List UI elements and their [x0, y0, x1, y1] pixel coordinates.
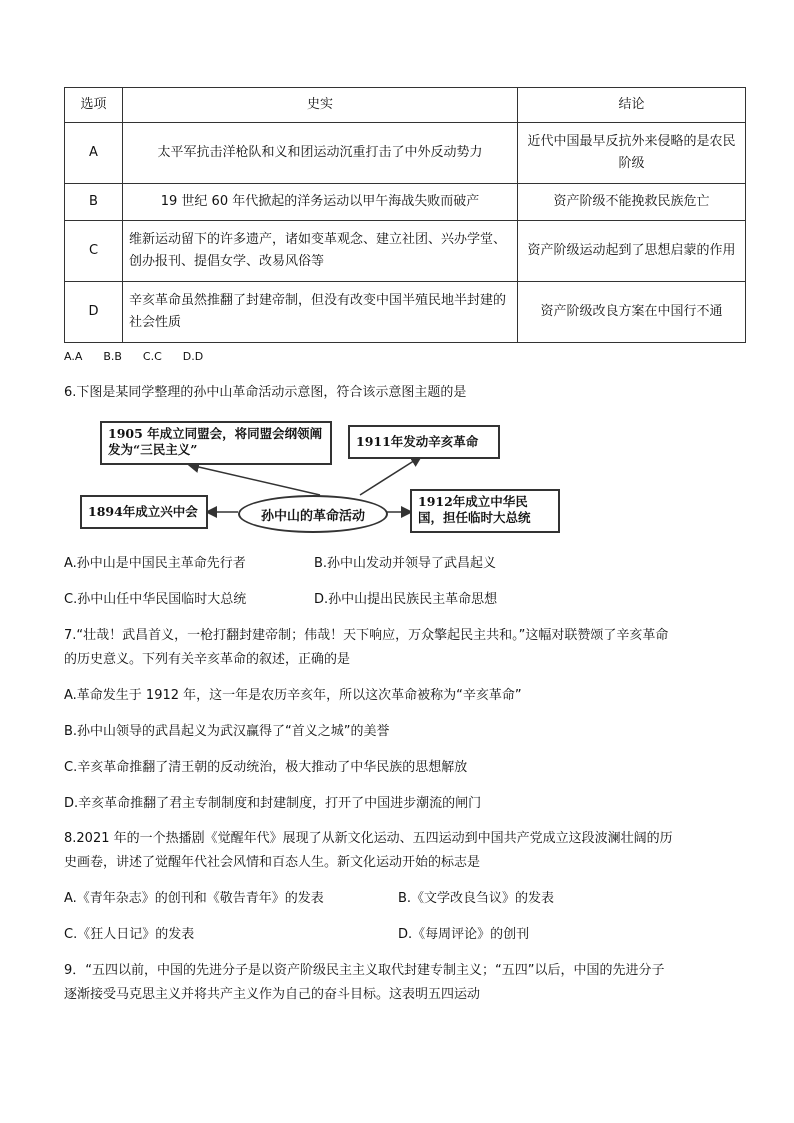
q8-option-b: B.《文学改良刍议》的发表 [398, 891, 555, 906]
row-b-conclusion: 资产阶级不能挽救民族危亡 [518, 184, 746, 221]
row-d-conclusion: 资产阶级改良方案在中国行不通 [518, 282, 746, 343]
header-option: 选项 [65, 88, 123, 123]
q6-option-d: D.孙中山提出民族民主革命思想 [314, 592, 498, 607]
sun-yat-sen-diagram [80, 417, 560, 535]
options-table [64, 87, 746, 343]
row-c-fact: 维新运动留下的许多遗产，诸如变革观念、建立社团、兴办学堂、创办报刊、提倡女学、改易风俗等 [123, 221, 518, 282]
q8-option-a: A.《青年杂志》的创刊和《敬告青年》的发表 [64, 891, 324, 906]
row-b-fact: 19 世纪 60 年代掀起的洋务运动以甲午海战失败而破产 [123, 184, 518, 221]
q8-option-d: D.《每周评论》的创刊 [398, 927, 530, 942]
q6-option-b: B.孙中山发动并领导了武昌起义 [314, 556, 497, 571]
row-c-conclusion: 资产阶级运动起到了思想启蒙的作用 [518, 221, 746, 282]
row-a-option: A [65, 123, 123, 184]
q6-option-c: C.孙中山任中华民国临时大总统 [64, 592, 247, 607]
center-sun-activities: 孙中山的革命活动 [238, 495, 388, 533]
box-roc-founding: 1912年成立中华民国，担任临时大总统 [410, 489, 560, 533]
q7-option-c: C.辛亥革命推翻了清王朝的反动统治，极大推动了中华民族的思想解放 [64, 760, 468, 775]
q7-option-a: A.革命发生于 1912 年，这一年是农历辛亥年，所以这次革命被称为“辛亥革命” [64, 688, 522, 703]
q6-option-a: A.孙中山是中国民主革命先行者 [64, 556, 246, 571]
row-a-fact: 太平军抗击洋枪队和义和团运动沉重打击了中外反动势力 [123, 123, 518, 184]
q6-stem: 6.下图是某同学整理的孙中山革命活动示意图，符合该示意图主题的是 [64, 385, 467, 400]
header-conclusion: 结论 [518, 88, 746, 123]
row-b-option: B [65, 184, 123, 221]
q8-stem-line1: 8.2021 年的一个热播剧《觉醒年代》展现了从新文化运动、五四运动到中国共产党成立这段波澜壮阔的历 [64, 831, 673, 846]
q9-stem-line2: 逐渐接受马克思主义并将共产主义作为自己的奋斗目标。这表明五四运动 [64, 987, 481, 1002]
q8-stem-line2: 史画卷，讲述了觉醒年代社会风情和百态人生。新文化运动开始的标志是 [64, 855, 481, 870]
box-xingzhonghui: 1894年成立兴中会 [80, 495, 208, 529]
q7-option-d: D.辛亥革命推翻了君主专制制度和封建制度，打开了中国进步潮流的闸门 [64, 796, 482, 811]
header-fact: 史实 [123, 88, 518, 123]
row-c-option: C [65, 221, 123, 282]
row-d-option: D [65, 282, 123, 343]
q7-stem-line2: 的历史意义。下列有关辛亥革命的叙述，正确的是 [64, 652, 351, 667]
row-a-conclusion: 近代中国最早反抗外来侵略的是农民阶级 [518, 123, 746, 184]
q9-stem-line1: 9．“五四以前，中国的先进分子是以资产阶级民主主义取代封建专制主义；“五四”以后，中国的先进分子 [64, 963, 665, 978]
q7-option-b: B.孙中山领导的武昌起义为武汉赢得了“首义之城”的美誉 [64, 724, 390, 739]
q5-choices: A.A B.B C.C D.D [64, 350, 204, 363]
box-xinhai-revolution: 1911年发动辛亥革命 [348, 425, 500, 459]
q7-stem-line1: 7.“壮哉！武昌首义，一枪打翻封建帝制；伟哉！天下响应，万众擎起民主共和。”这幅对联赞颂了辛亥革命 [64, 628, 669, 643]
row-d-fact: 辛亥革命虽然推翻了封建帝制，但没有改变中国半殖民地半封建的社会性质 [123, 282, 518, 343]
box-tongmenghui: 1905 年成立同盟会，将同盟会纲领阐发为“三民主义” [100, 421, 332, 465]
q8-option-c: C.《狂人日记》的发表 [64, 927, 195, 942]
